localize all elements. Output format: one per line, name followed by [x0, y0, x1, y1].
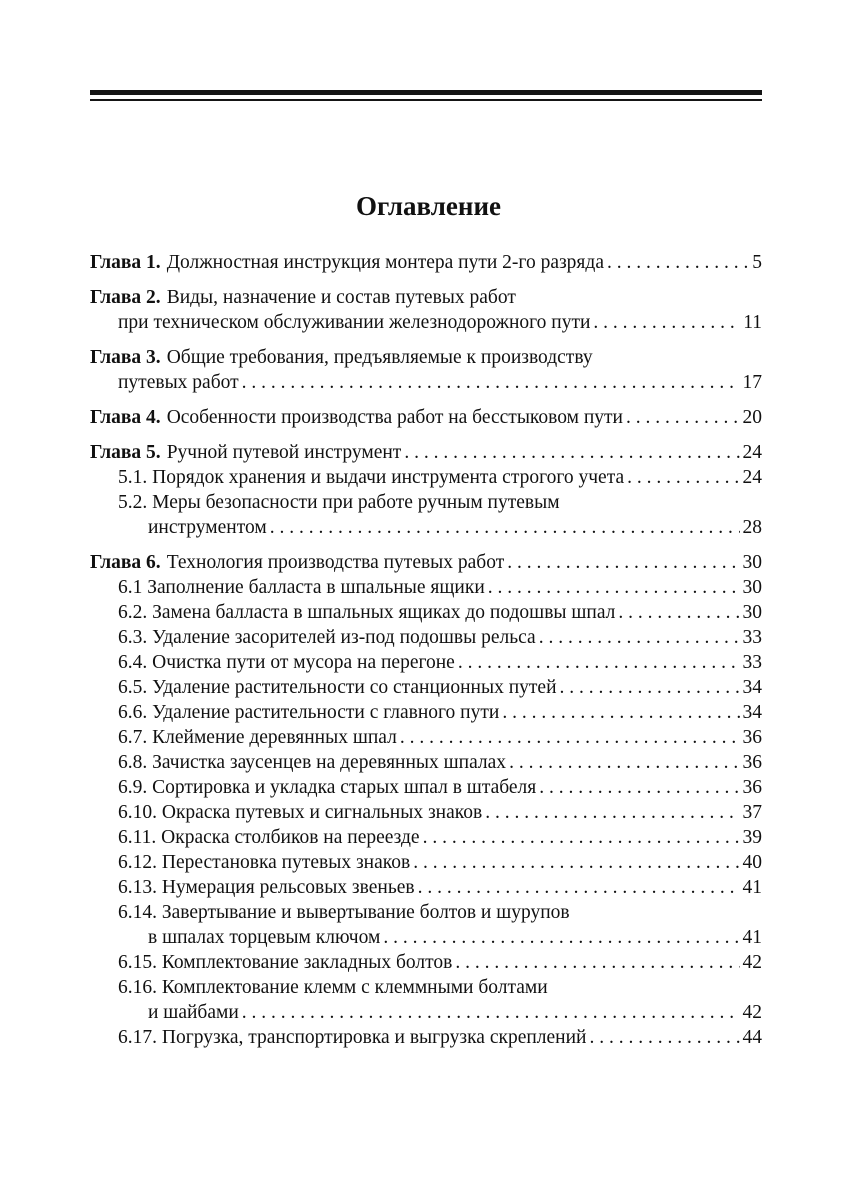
dot-leader	[589, 1025, 739, 1050]
dot-leader	[593, 310, 740, 335]
toc-entry-text: при техническом обслуживании железнодорожного пути	[118, 312, 591, 333]
dot-leader	[485, 800, 739, 825]
toc-line	[90, 925, 762, 950]
dot-leader	[242, 1000, 740, 1025]
chapter-label: Глава 4.	[90, 407, 161, 428]
dot-leader	[560, 675, 740, 700]
toc-entry-text: 6.12. Перестановка путевых знаков	[118, 852, 411, 873]
toc-entry-text: 6.10. Окраска путевых и сигнальных знаков	[118, 802, 483, 823]
toc-section	[90, 900, 762, 950]
table-of-contents	[90, 250, 762, 1050]
toc-line	[90, 625, 762, 650]
toc-entry-text: в шпалах торцевым ключом	[148, 927, 381, 948]
toc-chapter	[90, 285, 762, 335]
toc-line	[90, 875, 762, 900]
chapter-label: Глава 1.	[90, 252, 161, 273]
page-number: 30	[742, 577, 762, 598]
dot-leader	[423, 825, 740, 850]
chapter-label: Глава 6.	[90, 552, 161, 573]
toc-section	[90, 800, 762, 825]
page-title: Оглавление	[356, 191, 501, 221]
toc-entry-text: 5.1. Порядок хранения и выдачи инструмента строгого учета	[118, 467, 625, 488]
page-number: 34	[742, 677, 762, 698]
dot-leader	[383, 925, 739, 950]
page-number: 30	[742, 552, 762, 573]
toc-line	[90, 700, 762, 725]
toc-chapter	[90, 440, 762, 465]
toc-line	[90, 725, 762, 750]
toc-entry-text: Должностная инструкция монтера пути 2-го разряда	[166, 252, 604, 273]
toc-line	[90, 650, 762, 675]
toc-section	[90, 950, 762, 975]
dot-leader	[270, 515, 740, 540]
dot-leader	[539, 775, 739, 800]
toc-section	[90, 725, 762, 750]
toc-section	[90, 700, 762, 725]
page-number: 28	[742, 517, 762, 538]
page-number: 36	[742, 727, 762, 748]
page-number: 36	[742, 777, 762, 798]
chapter-label: Глава 3.	[90, 347, 161, 368]
toc-entry-text: Технология производства путевых работ	[166, 552, 505, 573]
toc-entry-text: 6.7. Клеймение деревянных шпал	[118, 727, 397, 748]
page-number: 24	[742, 467, 762, 488]
dot-leader	[455, 950, 739, 975]
dot-leader	[627, 465, 739, 490]
toc-entry-text: 6.4. Очистка пути от мусора на перегоне	[118, 652, 455, 673]
toc-line	[90, 900, 762, 925]
toc-entry-text: инструментом	[148, 517, 267, 538]
header-rule-thick	[90, 90, 762, 95]
toc-entry-text: 6.8. Зачистка заусенцев на деревянных шпалах	[118, 752, 507, 773]
page-number: 33	[742, 627, 762, 648]
toc-entry-text: Особенности производства работ на бесстыковом пути	[166, 407, 623, 428]
toc-line	[90, 850, 762, 875]
toc-line	[90, 775, 762, 800]
page-number: 37	[742, 802, 762, 823]
toc-line	[90, 675, 762, 700]
toc-line	[90, 975, 762, 1000]
toc-entry-text: 6.15. Комплектование закладных болтов	[118, 952, 453, 973]
dot-leader	[488, 575, 740, 600]
dot-leader	[626, 405, 740, 430]
toc-entry-text: 6.11. Окраска столбиков на переезде	[118, 827, 420, 848]
toc-line	[90, 310, 762, 335]
toc-entry-text: Ручной путевой инструмент	[166, 442, 402, 463]
header-rule-thin	[90, 99, 762, 101]
page-number: 30	[742, 602, 762, 623]
toc-section	[90, 825, 762, 850]
toc-entry-text: 6.9. Сортировка и укладка старых шпал в штабеля	[118, 777, 537, 798]
toc-line	[90, 825, 762, 850]
toc-entry-text: 5.2. Меры безопасности при работе ручным путевым	[118, 492, 560, 513]
page-number: 36	[742, 752, 762, 773]
dot-leader	[507, 550, 739, 575]
toc-entry-text: и шайбами	[148, 1002, 239, 1023]
dot-leader	[404, 440, 739, 465]
page-number: 24	[742, 442, 762, 463]
dot-leader	[607, 250, 749, 275]
toc-chapter	[90, 250, 762, 275]
toc-line	[90, 950, 762, 975]
page-number: 42	[742, 952, 762, 973]
toc-entry-text: 6.3. Удаление засорителей из-под подошвы рельса	[118, 627, 536, 648]
toc-line	[90, 600, 762, 625]
toc-entry-text: путевых работ	[118, 372, 239, 393]
dot-leader	[502, 700, 739, 725]
toc-section	[90, 600, 762, 625]
page-number: 33	[742, 652, 762, 673]
page-number: 17	[742, 372, 762, 393]
toc-section	[90, 490, 762, 540]
page-number: 20	[742, 407, 762, 428]
toc-line	[90, 345, 762, 370]
page-number: 39	[742, 827, 762, 848]
toc-section	[90, 750, 762, 775]
toc-chapter	[90, 405, 762, 430]
toc-entry-text: Общие требования, предъявляемые к производству	[166, 347, 593, 368]
page-number: 42	[742, 1002, 762, 1023]
toc-entry-text: 6.16. Комплектование клемм с клеммными болтами	[118, 977, 548, 998]
toc-entry-text: 6.6. Удаление растительности с главного пути	[118, 702, 500, 723]
toc-entry-text: 6.2. Замена балласта в шпальных ящиках до подошвы шпал	[118, 602, 616, 623]
toc-line	[90, 550, 762, 575]
toc-entry-text: 6.13. Нумерация рельсовых звеньев	[118, 877, 415, 898]
dot-leader	[458, 650, 740, 675]
toc-section	[90, 875, 762, 900]
dot-leader	[509, 750, 739, 775]
toc-line	[90, 750, 762, 775]
toc-entry-text: 6.14. Завертывание и вывертывание болтов и шурупов	[118, 902, 570, 923]
toc-line	[90, 440, 762, 465]
toc-line	[90, 250, 762, 275]
page-number: 40	[742, 852, 762, 873]
page-number: 44	[742, 1027, 762, 1048]
dot-leader	[539, 625, 740, 650]
page-number: 41	[742, 877, 762, 898]
dot-leader	[400, 725, 740, 750]
page-number: 11	[743, 312, 762, 333]
dot-leader	[413, 850, 739, 875]
page-number: 41	[742, 927, 762, 948]
toc-line	[90, 490, 762, 515]
toc-entry-text: 6.17. Погрузка, транспортировка и выгрузка скреплений	[118, 1027, 587, 1048]
toc-section	[90, 465, 762, 490]
toc-section	[90, 625, 762, 650]
chapter-label: Глава 2.	[90, 287, 161, 308]
toc-entry-text: 6.5. Удаление растительности со станционных путей	[118, 677, 557, 698]
toc-section	[90, 975, 762, 1025]
toc-section	[90, 775, 762, 800]
toc-line	[90, 800, 762, 825]
toc-section	[90, 1025, 762, 1050]
dot-leader	[418, 875, 740, 900]
toc-section	[90, 850, 762, 875]
page-number: 34	[742, 702, 762, 723]
toc-entry-text: Виды, назначение и состав путевых работ	[166, 287, 516, 308]
page-number: 5	[752, 252, 762, 273]
dot-leader	[242, 370, 740, 395]
toc-line	[90, 370, 762, 395]
toc-line	[90, 465, 762, 490]
toc-section	[90, 650, 762, 675]
toc-section	[90, 675, 762, 700]
dot-leader	[618, 600, 739, 625]
toc-line	[90, 1000, 762, 1025]
toc-entry-text: 6.1 Заполнение балласта в шпальные ящики	[118, 577, 485, 598]
toc-line	[90, 405, 762, 430]
toc-chapter	[90, 345, 762, 395]
toc-line	[90, 1025, 762, 1050]
toc-line	[90, 575, 762, 600]
toc-section	[90, 575, 762, 600]
chapter-label: Глава 5.	[90, 442, 161, 463]
toc-line	[90, 285, 762, 310]
toc-line	[90, 515, 762, 540]
toc-chapter	[90, 550, 762, 575]
